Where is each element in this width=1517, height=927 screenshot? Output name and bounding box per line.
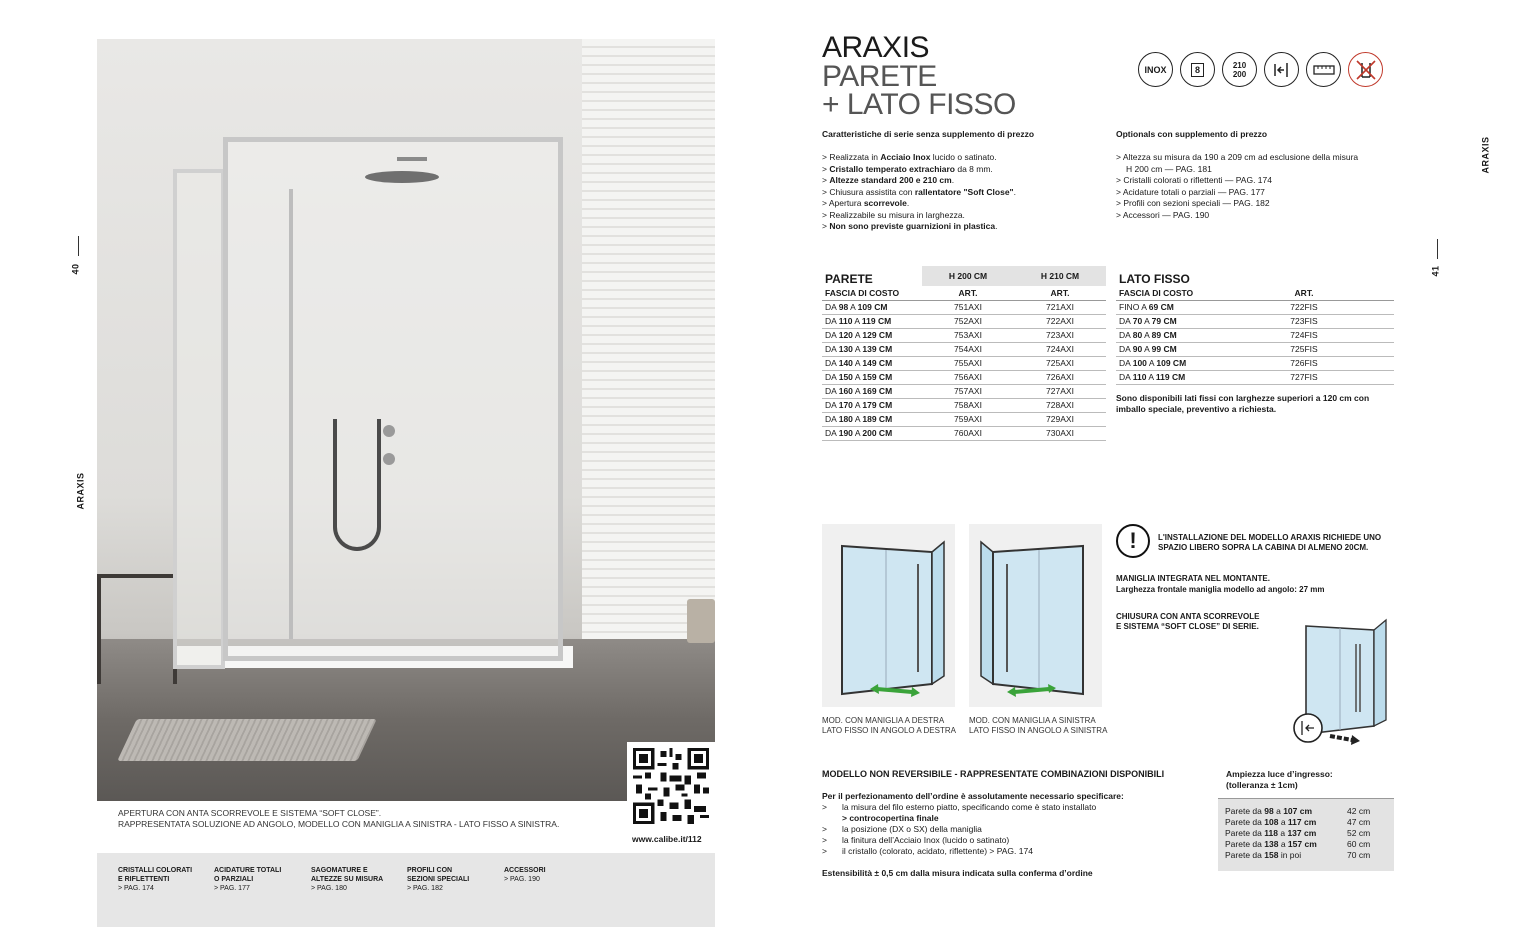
table-row: DA 170 A 179 CM 758AXI 728AXI bbox=[822, 398, 1106, 412]
option-custom-shapes: SAGOMATURE E ALTEZZE SU MISURA > PAG. 180 bbox=[311, 867, 384, 892]
qr-code[interactable] bbox=[627, 742, 715, 830]
list-item: > la posizione (DX o SX) della maniglia bbox=[822, 824, 982, 834]
list-item: > la misura del filo esterno piatto, specificando come è stato installato bbox=[822, 802, 1097, 812]
feature-item: > Altezze standard 200 e 210 cm. bbox=[822, 175, 1016, 187]
product-subtitle-2: + LATO FISSO bbox=[822, 88, 1016, 121]
table-row: DA 120 A 129 CM 753AXI 723AXI bbox=[822, 328, 1106, 342]
sliding-door-frame bbox=[223, 137, 563, 661]
caption-line-1: APERTURA CON ANTA SCORREVOLE E SISTEMA “SOFT CLOSE”. bbox=[118, 808, 382, 818]
caption-line-2: RAPPRESENTATA SOLUZIONE AD ANGOLO, MODELLO CON MANIGLIA A SINISTRA - LATO FISSO A SINISTRA. bbox=[118, 819, 560, 829]
qr-url[interactable]: www.calibe.it/112 bbox=[632, 834, 702, 844]
optional-item: > Accessori — PAG. 190 bbox=[1116, 210, 1358, 222]
diagram-handle-left bbox=[969, 524, 1102, 707]
table-row: DA 190 A 200 CM 760AXI 730AXI bbox=[822, 426, 1106, 440]
soft-close-icon bbox=[1264, 52, 1299, 87]
table-row: DA 80 A 89 CM 724FIS bbox=[1116, 328, 1394, 342]
option-colored-glass: CRISTALLI COLORATI E RIFLETTENTI > PAG. 174 bbox=[118, 867, 193, 892]
col-h210: H 210 CM bbox=[1014, 266, 1106, 286]
page-number-rule-right bbox=[1437, 239, 1438, 259]
option-frosting: ACIDATURE TOTALI O PARZIALI > PAG. 177 bbox=[214, 867, 282, 892]
table-row: Parete da 138 a 157 cm 60 cm bbox=[1225, 838, 1371, 849]
option-accessories: ACCESSORI > PAG. 190 bbox=[504, 867, 546, 883]
diagram-caption-right: MOD. CON MANIGLIA A DESTRA LATO FISSO IN ANGOLO A DESTRA bbox=[822, 716, 956, 735]
option-special-profiles: PROFILI CON SEZIONI SPECIALI > PAG. 182 bbox=[407, 867, 470, 892]
product-title: ARAXIS bbox=[822, 31, 930, 64]
table-row: FINO A 69 CM 722FIS bbox=[1116, 300, 1394, 314]
shower-head bbox=[365, 171, 439, 183]
table-row: DA 100 A 109 CM 726FIS bbox=[1116, 356, 1394, 370]
diverter-valve bbox=[383, 453, 395, 465]
list-item: > controcopertina finale bbox=[842, 813, 939, 823]
no-gasket-icon bbox=[1348, 52, 1383, 87]
list-item: > la finitura dell’Acciaio Inox (lucido o satinato) bbox=[822, 835, 1010, 845]
col-h200: H 200 CM bbox=[922, 266, 1014, 286]
shower-hose bbox=[333, 419, 381, 551]
handle-note-title: MANIGLIA INTEGRATA NEL MONTANTE. bbox=[1116, 574, 1270, 583]
soft-close-diagram bbox=[1290, 616, 1400, 751]
list-item: > il cristallo (colorato, acidato, riflettente) > PAG. 174 bbox=[822, 846, 1033, 856]
product-photo bbox=[97, 39, 715, 801]
product-subtitle: PARETE bbox=[822, 60, 937, 93]
diagram-caption-left: MOD. CON MANIGLIA A SINISTRA LATO FISSO IN ANGOLO A SINISTRA bbox=[969, 716, 1108, 735]
basket bbox=[687, 599, 715, 643]
page-number-left: 40 bbox=[70, 263, 81, 275]
measure-icon bbox=[1306, 52, 1341, 87]
inox-icon: INOX bbox=[1138, 52, 1173, 87]
feature-item: > Chiusura assistita con rallentatore "Soft Close". bbox=[822, 187, 1016, 199]
height-210-200-icon: 210 200 bbox=[1222, 52, 1257, 87]
warning-icon: ! bbox=[1116, 524, 1150, 558]
entrance-width-table bbox=[1225, 805, 1387, 860]
table-row: DA 160 A 169 CM 757AXI 727AXI bbox=[822, 384, 1106, 398]
lato-header-row: FASCIA DI COSTO ART. bbox=[1116, 286, 1394, 300]
lato-fisso-title: LATO FISSO bbox=[1119, 272, 1190, 286]
table-row: DA 98 A 109 CM 751AXI 721AXI bbox=[822, 300, 1106, 314]
features-list bbox=[822, 152, 1016, 233]
order-heading: Per il perfezionamento dell’ordine è assolutamente necessario specificare: bbox=[822, 791, 1124, 801]
diagram-handle-right bbox=[822, 524, 955, 707]
table-row: DA 70 A 79 CM 723FIS bbox=[1116, 314, 1394, 328]
side-label-left: ARAXIS bbox=[75, 472, 86, 510]
table-row: DA 110 A 119 CM 727FIS bbox=[1116, 370, 1394, 384]
parete-title: PARETE bbox=[825, 272, 873, 286]
table-row: DA 140 A 149 CM 755AXI 725AXI bbox=[822, 356, 1106, 370]
optional-item: > Cristalli colorati o riflettenti — PAG. 174 bbox=[1116, 175, 1358, 187]
optional-item-cont: H 200 cm — PAG. 181 bbox=[1126, 163, 1212, 174]
window-blinds bbox=[582, 39, 715, 639]
table-row: DA 150 A 159 CM 756AXI 726AXI bbox=[822, 370, 1106, 384]
feature-item: > Cristallo temperato extrachiaro da 8 mm. bbox=[822, 164, 1016, 176]
parete-header-row: FASCIA DI COSTO ART. ART. bbox=[822, 286, 1106, 300]
feature-item: > Non sono previste guarnizioni in plastica. bbox=[822, 221, 1016, 233]
entrance-width-heading: Ampiezza luce d’ingresso: (tolleranza ± 1cm) bbox=[1226, 769, 1333, 790]
table-row: Parete da 118 a 137 cm 52 cm bbox=[1225, 827, 1371, 838]
warning-text: L'INSTALLAZIONE DEL MODELLO ARAXIS RICHIEDE UNO SPAZIO LIBERO SOPRA LA CABINA DI ALMENO 20CM. bbox=[1158, 533, 1382, 552]
optionals-heading: Optionals con supplemento di prezzo bbox=[1116, 129, 1268, 139]
shower-arm bbox=[397, 157, 427, 161]
side-label-right: ARAXIS bbox=[1480, 136, 1491, 174]
table-row: DA 90 A 99 CM 725FIS bbox=[1116, 342, 1394, 356]
table-row: Parete da 158 in poi 70 cm bbox=[1225, 849, 1371, 860]
fixed-side-panel bbox=[173, 169, 225, 669]
table-row: Parete da 98 a 107 cm 42 cm bbox=[1225, 805, 1371, 816]
entrance-width-box bbox=[1218, 798, 1394, 871]
optional-item: > Profili con sezioni speciali — PAG. 182 bbox=[1116, 198, 1358, 210]
parete-table bbox=[822, 266, 1106, 441]
qr-code-icon bbox=[633, 748, 709, 824]
optional-item: > Altezza su misura da 190 a 209 cm ad esclusione della misura bbox=[1116, 152, 1358, 164]
feature-icons bbox=[1138, 52, 1383, 87]
lato-fisso-note: Sono disponibili lati fissi con larghezze superiori a 120 cm con imballo speciale, preventivo a richiesta. bbox=[1116, 393, 1370, 414]
closing-note: CHIUSURA CON ANTA SCORREVOLE E SISTEMA “SOFT CLOSE” DI SERIE. bbox=[1116, 612, 1260, 631]
bath-mat bbox=[117, 719, 377, 761]
table-row: DA 180 A 189 CM 759AXI 729AXI bbox=[822, 412, 1106, 426]
order-list bbox=[822, 802, 1096, 857]
page-number-right: 41 bbox=[1430, 265, 1441, 277]
integrated-handle bbox=[289, 189, 293, 639]
table-row: DA 110 A 119 CM 752AXI 722AXI bbox=[822, 314, 1106, 328]
optionals-list bbox=[1116, 152, 1358, 221]
extensibility-note: Estensibilità ± 0,5 cm dalla misura indicata sulla conferma d’ordine bbox=[822, 868, 1093, 878]
feature-item: > Realizzata in Acciaio Inox lucido o satinato. bbox=[822, 152, 1016, 164]
mixer-valve bbox=[383, 425, 395, 437]
feature-item: > Apertura scorrevole. bbox=[822, 198, 1016, 210]
table-row: Parete da 108 a 117 cm 47 cm bbox=[1225, 816, 1371, 827]
glass-8mm-icon: 8 bbox=[1180, 52, 1215, 87]
side-table bbox=[97, 574, 177, 684]
non-reversible-heading: MODELLO NON REVERSIBILE - RAPPRESENTATE COMBINAZIONI DISPONIBILI bbox=[822, 769, 1165, 779]
page-number-rule bbox=[78, 236, 79, 256]
feature-item: > Realizzabile su misura in larghezza. bbox=[822, 210, 1016, 222]
optional-item: > Acidature totali o parziali — PAG. 177 bbox=[1116, 187, 1358, 199]
photo-caption bbox=[118, 808, 559, 830]
lato-fisso-table bbox=[1116, 266, 1394, 385]
features-heading: Caratteristiche di serie senza supplemento di prezzo bbox=[822, 129, 1035, 139]
handle-note-text: Larghezza frontale maniglia modello ad angolo: 27 mm bbox=[1116, 585, 1325, 594]
table-row: DA 130 A 139 CM 754AXI 724AXI bbox=[822, 342, 1106, 356]
